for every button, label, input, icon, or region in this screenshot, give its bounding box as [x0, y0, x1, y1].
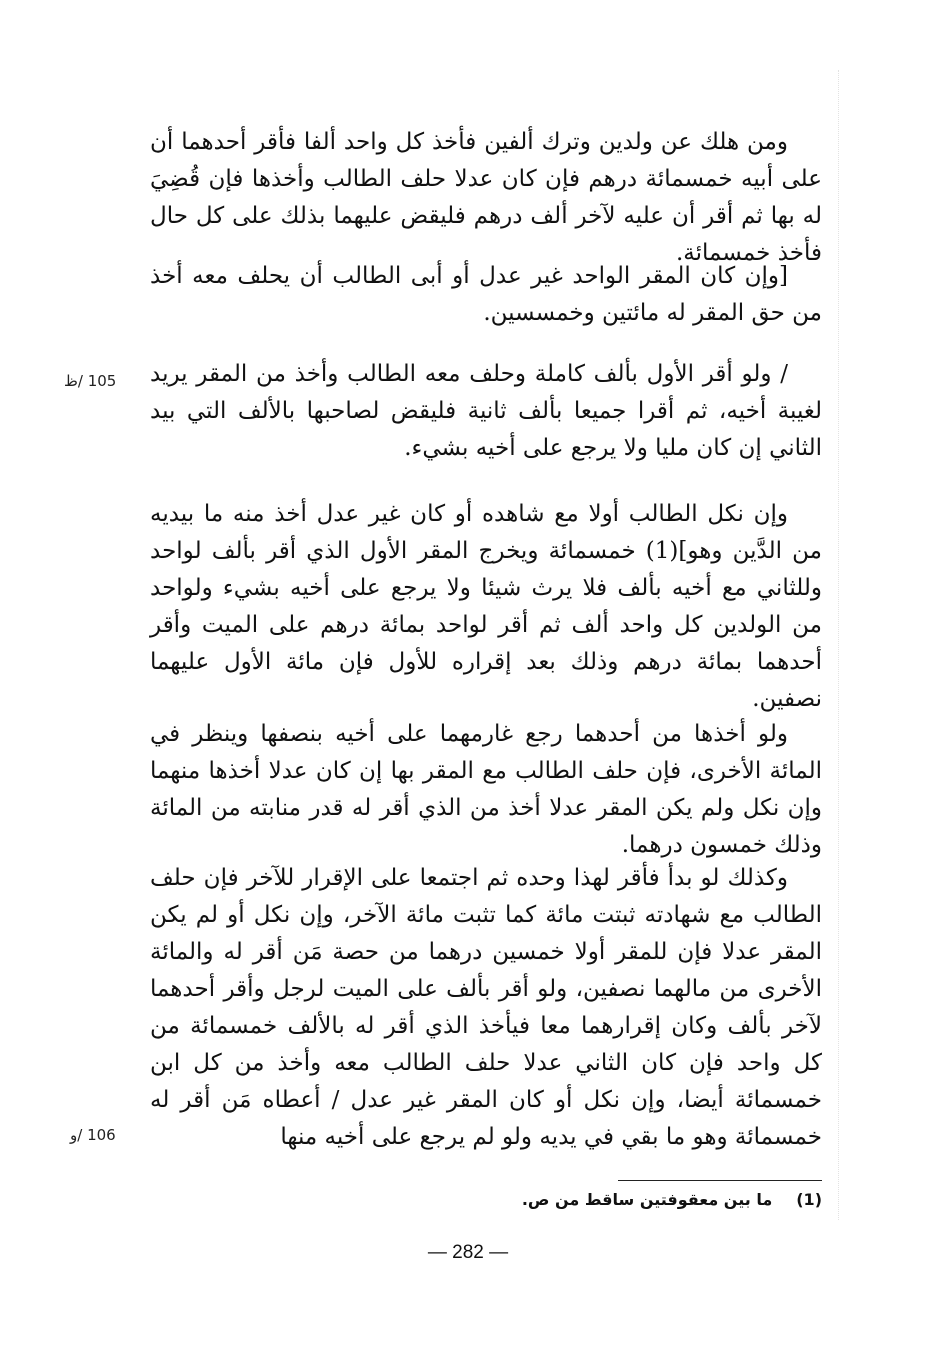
paragraph-text: ومن هلك عن ولدين وترك ألفين فأخذ كل واحد ألفا فأقر أحدهما أن على أبيه خمسمائة درهم فإن كان عدلا حلف الطالب وأخذها فإن قُضِيَ له بها ثم أقر أن عليه لآخر ألف درهم فليقض عليهما بذلك على كل حال فأخذ خمسمائة.: [150, 129, 822, 266]
footnote-text: ما بين معقوفتين ساقط من ص.: [521, 1190, 773, 1209]
paragraph-5: [150, 716, 822, 864]
footnote-number: (1): [796, 1190, 822, 1209]
paragraph-text: [وإن كان المقر الواحد غير عدل أو أبى الطالب أن يحلف معه أخذ من حق المقر له مائتين وخمسسين.: [150, 263, 822, 326]
paragraph-3: [150, 356, 822, 467]
footnote-divider: [618, 1180, 822, 1181]
folio-marker-105: 105 /ظ: [64, 372, 117, 390]
folio-marker-106: 106 /و: [70, 1126, 116, 1144]
paragraph-1: [150, 124, 822, 272]
footnote: [350, 1190, 822, 1209]
paragraph-text: / ولو أقر الأول بألف كاملة وحلف معه الطالب وأخذ من المقر يريد لغيبة أخيه، ثم أقرا جميعا بألف ثانية فليقض لصاحبها بالألف التي بيد الثاني إن كان مليا ولا يرجع على أخيه بشيء.: [150, 361, 822, 461]
page-fold-line: [838, 70, 839, 1220]
paragraph-4: [150, 496, 822, 718]
paragraph-text: وكذلك لو بدأ فأقر لهذا وحده ثم اجتمعا على الإقرار للآخر فإن حلف الطالب مع شهادته ثبتت مائة كما تثبت مائة الآخر، وإن نكل أو لم يكن المقر عدلا فإن للمقر أولا خمسين درهما من حصة مَن أقر له والمائة الأخرى من مالهما نصفين، ولو أقر بألف على الميت لرجل وأقر أحدهما لآخر بألف وكان إقرارهما معا فيأخذ الذي أقر له بالألف خمسمائة من كل واحد فإن كان الثاني عدلا حلف الطالب معه وأخذ من كل ابن خمسمائة أيضا، وإن نكل أو كان المقر غير عدل / أعطاه مَن أقر له خمسمائة وهو ما بقي في يديه ولو لم يرجع على أخيه منها: [150, 865, 822, 1150]
paragraph-text: وإن نكل الطالب أولا مع شاهده أو كان غير عدل أخذ منه ما بيديه من الدَّين وهو](1) خمسمائة ويخرج المقر الأول الذي أقر بألف لواحد وللثاني مع أخيه بألف فلا يرث شيئا ولا يرجع على أخيه بشيء ولواحد من الولدين كل واحد ألف ثم أقر لواحد بمائة درهم على الميت وأقر أحدهما بمائة درهم وذلك بعد إقراره للأول فإن مائة الأول عليهما نصفين.: [150, 501, 822, 712]
paragraph-text: ولو أخذها من أحدهما رجع غارمهما على أخيه بنصفها وينظر في المائة الأخرى، فإن حلف الطالب مع المقر بها إن كان عدلا أخذها منهما وإن نكل ولم يكن المقر عدلا أخذ من الذي أقر له قدر منابته من المائة وذلك خمسون درهما.: [150, 721, 822, 858]
paragraph-2: [150, 258, 822, 332]
page-number: — 282 —: [427, 1242, 509, 1263]
paragraph-6: [150, 860, 822, 1156]
